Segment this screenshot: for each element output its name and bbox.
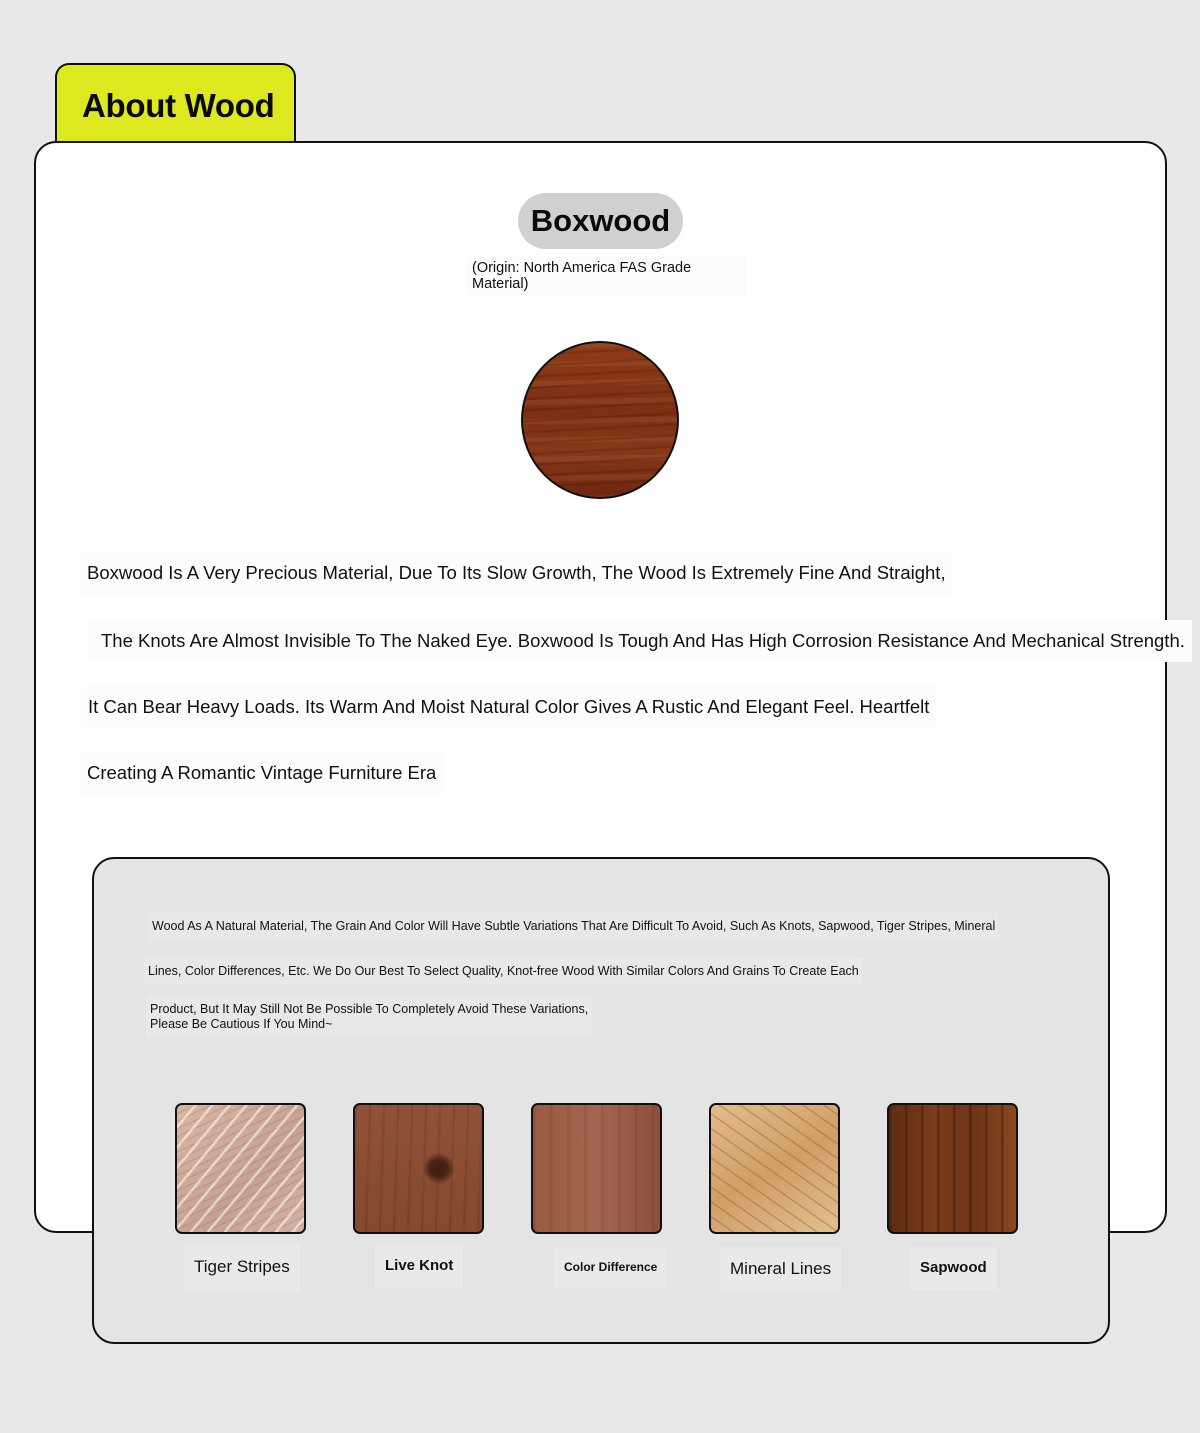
live-knot-label: Live Knot [375,1245,463,1288]
wood-name-badge [518,193,683,249]
color-difference-image [531,1103,662,1234]
tiger-stripes-label: Tiger Stripes [184,1245,300,1291]
wood-swatch-image [521,341,679,499]
description-line-2-text: The Knots Are Almost Invisible To The Naked Eye. Boxwood Is Tough And Has High Corrosion Resistance And Mechanical Strength. [101,630,1185,651]
origin-line-2: Material) [472,276,529,292]
wood-origin [466,257,746,295]
origin-line-1: (Origin: North America FAS Grade [472,260,692,276]
color-difference-label: Color Difference [554,1248,667,1288]
wood-name: Boxwood [530,203,671,238]
variation-note-line-2: Lines, Color Differences, Etc. We Do Our Best To Select Quality, Knot-free Wood With Similar Colors And Grains To Create Each [144,958,863,985]
variation-note-line-3-4 [146,996,592,1038]
live-knot-image [353,1103,484,1234]
variation-note-line-1: Wood As A Natural Material, The Grain And Color Will Have Subtle Variations That Are Difficult To Avoid, Such As Knots, Sapwood, Tiger Stripes, Mineral [148,913,999,940]
section-title: About Wood [82,87,275,124]
about-wood-tab [55,63,296,153]
description-line-4: Creating A Romantic Vintage Furniture Era [80,752,443,794]
description-line-3: It Can Bear Heavy Loads. Its Warm And Moist Natural Color Gives A Rustic And Elegant Feel. Heartfelt [81,686,936,728]
mineral-lines-label: Mineral Lines [720,1247,841,1293]
sapwood-label: Sapwood [910,1247,997,1290]
sapwood-image [887,1103,1018,1234]
mineral-lines-image [709,1103,840,1234]
variation-note-line-4: Please Be Cautious If You Mind~ [150,1017,333,1031]
description-line-2 [87,620,1192,662]
tiger-stripes-image [175,1103,306,1234]
variation-note-line-3: Product, But It May Still Not Be Possible To Completely Avoid These Variations, [150,1002,589,1016]
description-line-1: Boxwood Is A Very Precious Material, Due To Its Slow Growth, The Wood Is Extremely Fine And Straight, [80,552,953,594]
